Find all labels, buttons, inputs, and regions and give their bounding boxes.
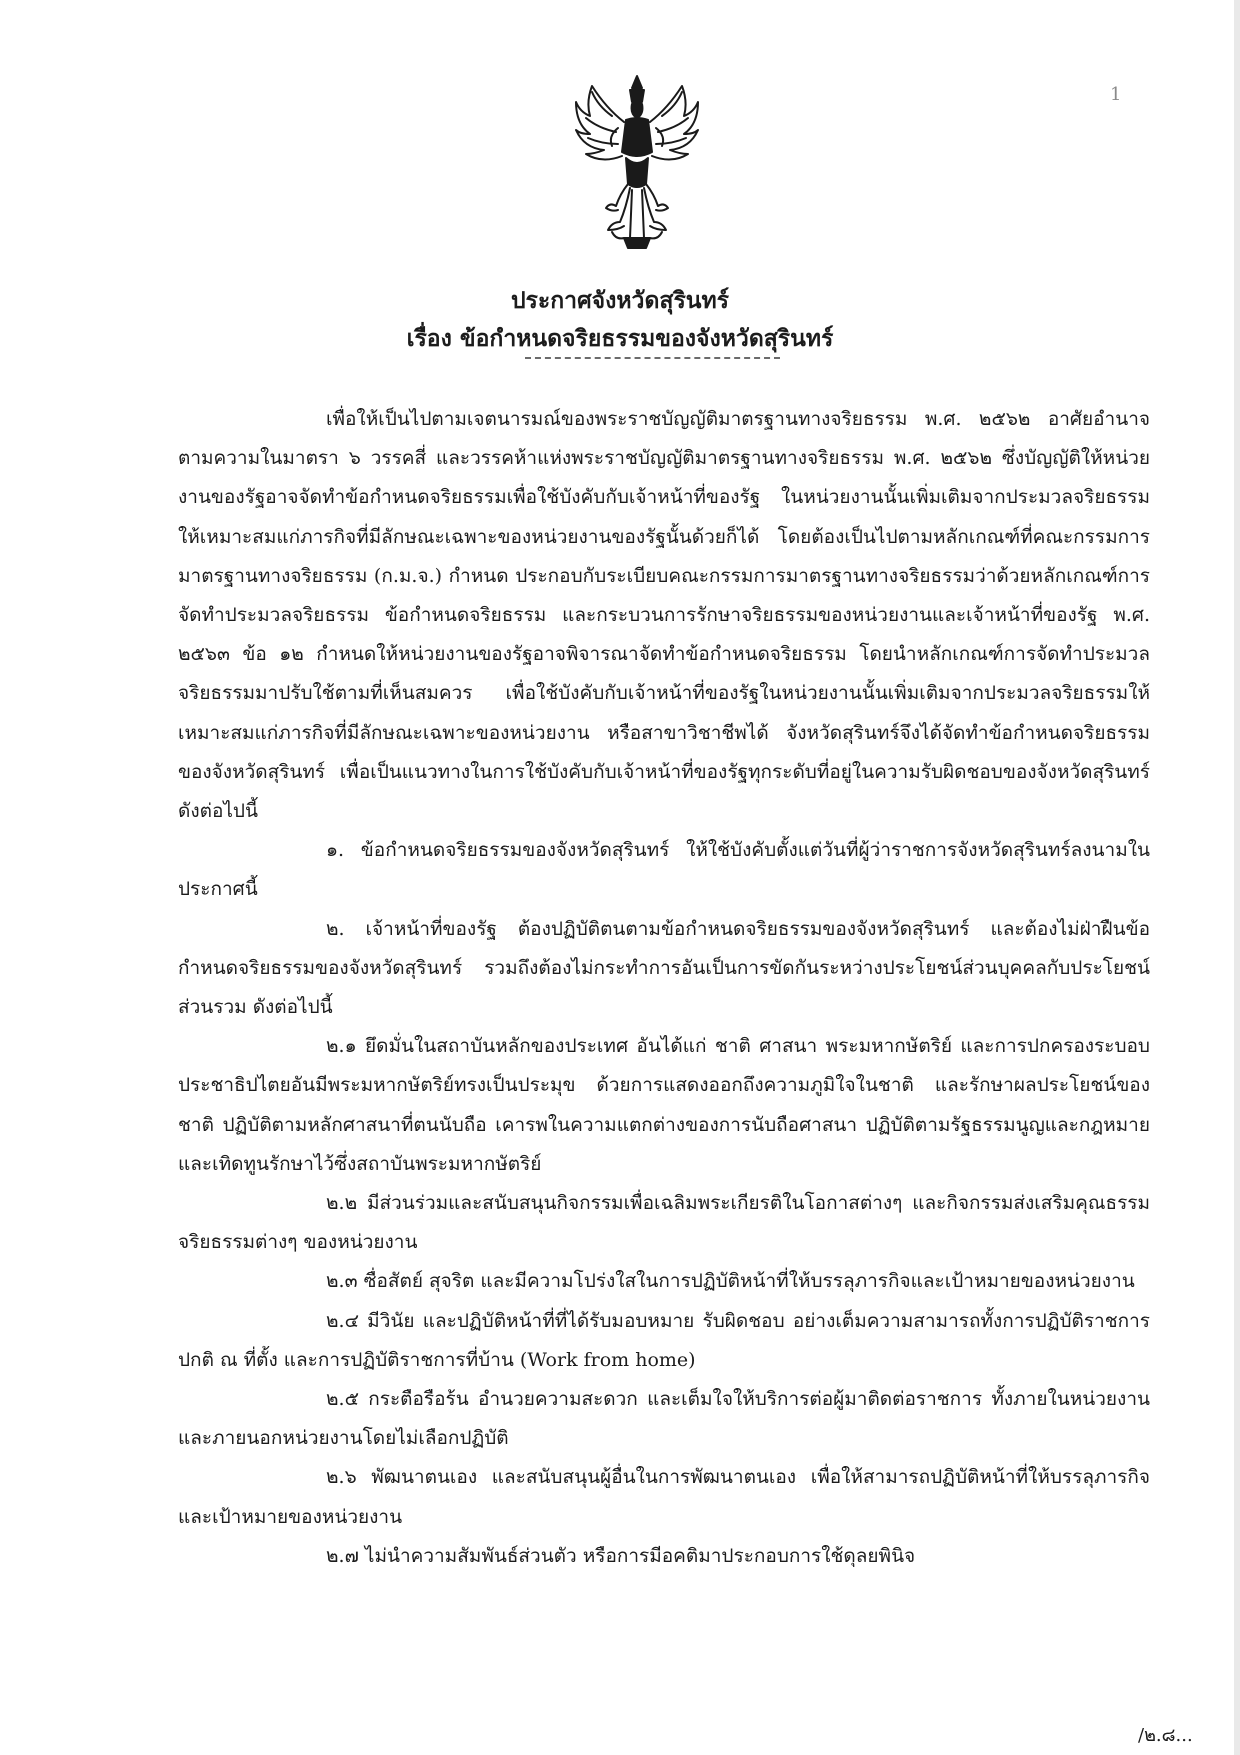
title-divider: [525, 357, 780, 359]
document-body: [178, 400, 1150, 1576]
clause-2: ๒. เจ้าหน้าที่ของรัฐ ต้องปฏิบัติตนตามข้อกำหนดจริยธรรมของจังหวัดสุรินทร์ และต้องไม่ฝ่าฝืนข้อกำหนดจริยธรรมของจังหวัดสุรินทร์ รวมถึงต้องไม่กระทำการอันเป็นการขัดกันระหว่างประโยชน์ส่วนบุคคลกับประโยชน์ส่วนรวม ดังต่อไปนี้: [178, 917, 1150, 1019]
clause-2-6: ๒.๖ พัฒนาตนเอง และสนับสนุนผู้อื่นในการพัฒนาตนเอง เพื่อให้สามารถปฏิบัติหน้าที่ให้บรรลุภารกิจและเป้าหมายของหน่วยงาน: [178, 1466, 1150, 1528]
clause-2-2: ๒.๒ มีส่วนร่วมและสนับสนุนกิจกรรมเพื่อเฉลิมพระเกียรติในโอกาสต่างๆ และกิจกรรมส่งเสริมคุณธรรม จริยธรรมต่างๆ ของหน่วยงาน: [178, 1192, 1150, 1254]
continuation-marker: /๒.๘...: [1138, 1725, 1193, 1746]
clause-2-5: ๒.๕ กระตือรือร้น อำนวยความสะดวก และเต็มใจให้บริการต่อผู้มาติดต่อราชการ ทั้งภายในหน่วยงาน และภายนอกหน่วยงานโดยไม่เลือกปฏิบัติ: [178, 1388, 1150, 1450]
document-title: ประกาศจังหวัดสุรินทร์: [510, 287, 730, 314]
page-number: 1: [1110, 84, 1122, 105]
preamble-paragraph: เพื่อให้เป็นไปตามเจตนารมณ์ของพระราชบัญญัติมาตรฐานทางจริยธรรม พ.ศ. ๒๕๖๒ อาศัยอำนาจตามความในมาตรา ๖ วรรคสี่ และวรรคห้าแห่งพระราชบัญญัติมาตรฐานทางจริยธรรม พ.ศ. ๒๕๖๒ ซึ่งบัญญัติให้หน่วยงานของรัฐอาจจัดทำข้อกำหนดจริยธรรมเพื่อใช้บังคับกับเจ้าหน้าที่ของรัฐ ในหน่วยงานนั้นเพิ่มเติมจากประมวลจริยธรรมให้เหมาะสมแก่ภารกิจที่มีลักษณะเฉพาะของหน่วยงานของรัฐนั้นด้วยก็ได้ โดยต้องเป็นไปตามหลักเกณฑ์ที่คณะกรรมการมาตรฐานทางจริยธรรม (ก.ม.จ.) กำหนด ประกอบกับระเบียบคณะกรรมการมาตรฐานทางจริยธรรมว่าด้วยหลักเกณฑ์การจัดทำประมวลจริยธรรม ข้อกำหนดจริยธรรม และกระบวนการรักษาจริยธรรมของหน่วยงานและเจ้าหน้าที่ของรัฐ พ.ศ. ๒๕๖๓ ข้อ ๑๒ กำหนดให้หน่วยงานของรัฐอาจพิจารณาจัดทำข้อกำหนดจริยธรรม โดยนำหลักเกณฑ์การจัดทำประมวลจริยธรรมมาปรับใช้ตามที่เห็นสมควร เพื่อใช้บังคับกับเจ้าหน้าที่ของรัฐในหน่วยงานนั้นเพิ่มเติมจากประมวลจริยธรรมให้เหมาะสมแก่ภารกิจที่มีลักษณะเฉพาะของหน่วยงาน หรือสาขาวิชาชีพได้ จังหวัดสุรินทร์จึงได้จัดทำข้อกำหนดจริยธรรมของจังหวัดสุรินทร์ เพื่อเป็นแนวทางในการใช้บังคับกับเจ้าหน้าที่ของรัฐทุกระดับที่อยู่ในความรับผิดชอบของจังหวัดสุรินทร์ ดังต่อไปนี้: [178, 408, 1150, 823]
garuda-emblem-icon: [572, 72, 702, 252]
page-edge-shadow: [1234, 0, 1240, 1755]
clause-1: ๑. ข้อกำหนดจริยธรรมของจังหวัดสุรินทร์ ให้ใช้บังคับตั้งแต่วันที่ผู้ว่าราชการจังหวัดสุรินทร์ลงนามในประกาศนี้: [178, 839, 1150, 901]
document-subject: เรื่อง ข้อกำหนดจริยธรรมของจังหวัดสุรินทร์: [406, 325, 834, 352]
clause-2-7: ๒.๗ ไม่นำความสัมพันธ์ส่วนตัว หรือการมีอคติมาประกอบการใช้ดุลยพินิจ: [326, 1544, 916, 1567]
clause-2-1: ๒.๑ ยึดมั่นในสถาบันหลักของประเทศ อันได้แก่ ชาติ ศาสนา พระมหากษัตริย์ และการปกครองระบอบประชาธิปไตยอันมีพระมหากษัตริย์ทรงเป็นประมุข ด้วยการแสดงออกถึงความภูมิใจในชาติ และรักษาผลประโยชน์ของชาติ ปฏิบัติตามหลักศาสนาที่ตนนับถือ เคารพในความแตกต่างของการนับถือศาสนา ปฏิบัติตามรัฐธรรมนูญและกฎหมาย และเทิดทูนรักษาไว้ซึ่งสถาบันพระมหากษัตริย์: [178, 1035, 1150, 1175]
clause-2-3: ๒.๓ ซื่อสัตย์ สุจริต และมีความโปร่งใสในการปฏิบัติหน้าที่ให้บรรลุภารกิจและเป้าหมายของหน่วยงาน: [326, 1270, 1135, 1293]
clause-2-4: ๒.๔ มีวินัย และปฏิบัติหน้าที่ที่ได้รับมอบหมาย รับผิดชอบ อย่างเต็มความสามารถทั้งการปฏิบัติราชการปกติ ณ ที่ตั้ง และการปฏิบัติราชการที่บ้าน (Work from home): [178, 1309, 1150, 1371]
